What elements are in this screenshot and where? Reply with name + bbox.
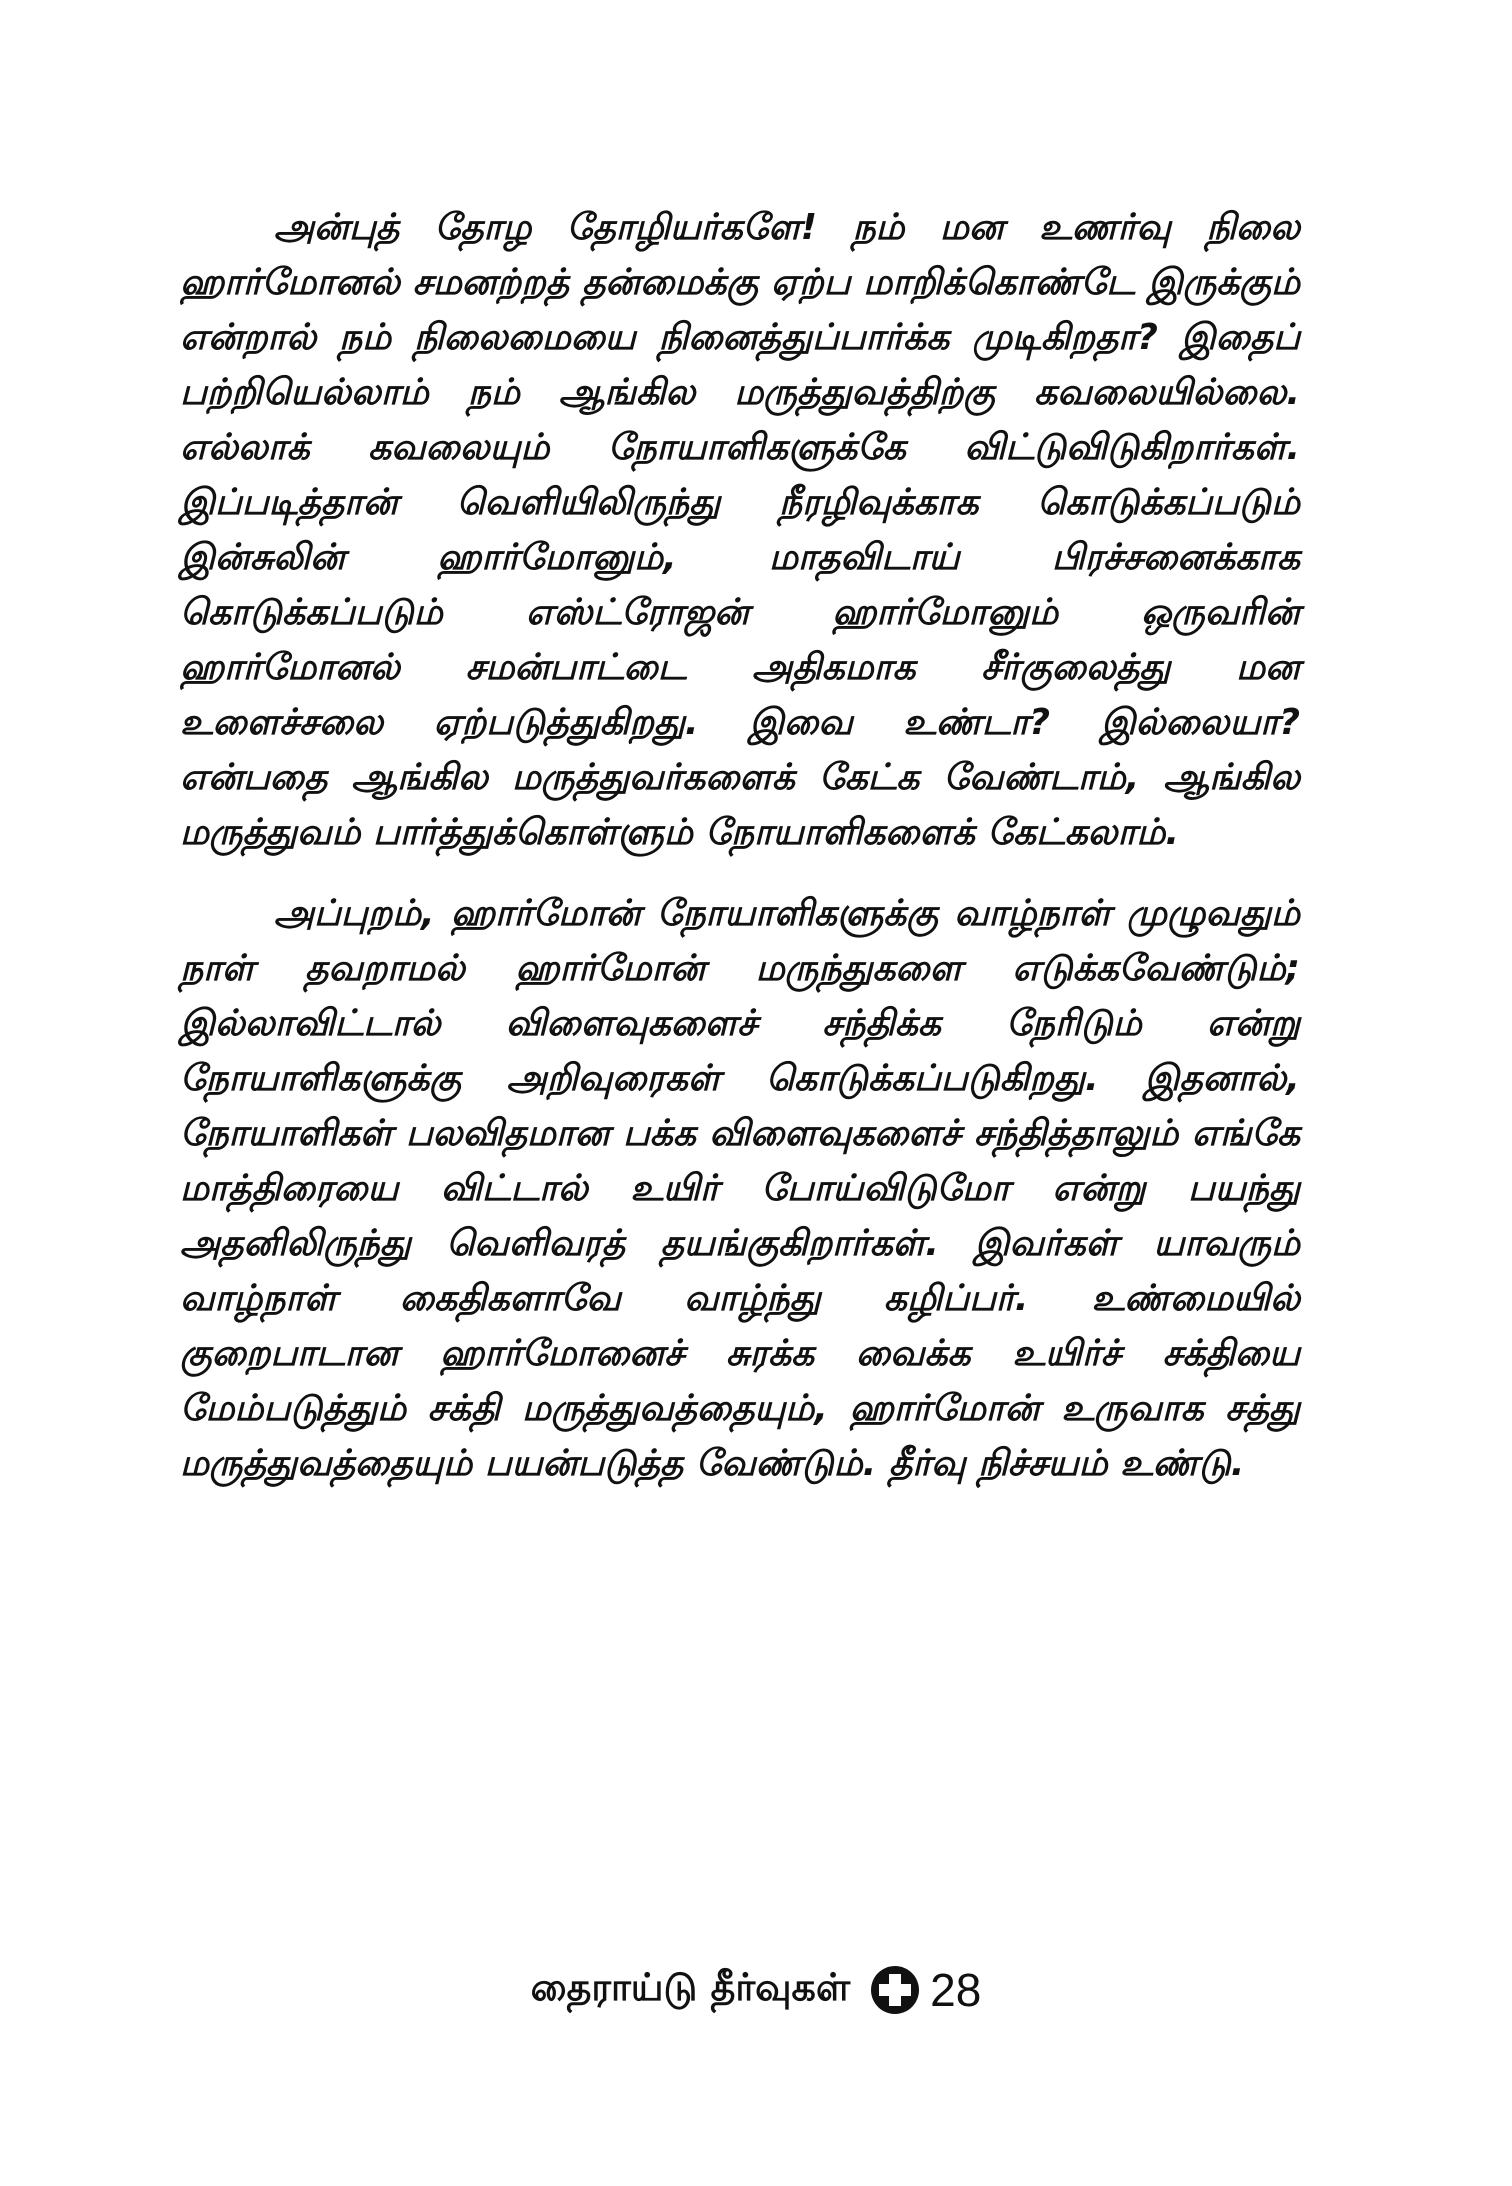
page-number: 28 <box>930 1964 982 2016</box>
paragraph-1: அன்புத் தோழ தோழியர்களே! நம் மன உணர்வு நிலை ஹார்மோனல் சமனற்றத் தன்மைக்கு ஏற்ப மாறிக்கொண்டே இருக்கும் என்றால் நம் நிலைமையை நினைத்துப்பார்க்க முடிகிறதா? இதைப் பற்றியெல்லாம் நம் ஆங்கில மருத்துவத்திற்கு கவலையில்லை. எல்லாக் கவலையும் நோயாளிகளுக்கே விட்டுவிடுகிறார்கள். இப்படித்தான் வெளியிலிருந்து நீரழிவுக்காக கொடுக்கப்படும் இன்சுலின் ஹார்மோனும், மாதவிடாய் பிரச்சனைக்காக கொடுக்கப்படும் எஸ்ட்ரோஜன் ஹார்மோனும் ஒருவரின் ஹார்மோனல் சமன்பாட்டை அதிகமாக சீர்குலைத்து மன உளைச்சலை ஏற்படுத்துகிறது. இவை உண்டா? இல்லையா? என்பதை ஆங்கில மருத்துவர்களைக் கேட்க வேண்டாம், ஆங்கில மருத்துவம் பார்த்துக்கொள்ளும் நோயாளிகளைக் கேட்கலாம். <box>180 207 1300 853</box>
book-title: தைராய்டு தீர்வுகள் <box>530 1965 851 2009</box>
body-text <box>180 200 1300 1491</box>
paragraph-2: அப்புறம், ஹார்மோன் நோயாளிகளுக்கு வாழ்நாள் முழுவதும் நாள் தவறாமல் ஹார்மோன் மருந்துகளை எடுக்கவேண்டும்; இல்லாவிட்டால் விளைவுகளைச் சந்திக்க நேரிடும் என்று நோயாளிகளுக்கு அறிவுரைகள் கொடுக்கப்படுகிறது. இதனால், நோயாளிகள் பலவிதமான பக்க விளைவுகளைச் சந்தித்தாலும் எங்கே மாத்திரையை விட்டால் உயிர் போய்விடுமோ என்று பயந்து அதனிலிருந்து வெளிவரத் தயங்குகிறார்கள். இவர்கள் யாவரும் வாழ்நாள் கைதிகளாவே வாழ்ந்து கழிப்பர். உண்மையில் குறைபாடான ஹார்மோனைச் சுரக்க வைக்க உயிர்ச் சக்தியை மேம்படுத்தும் சக்தி மருத்துவத்தையும், ஹார்மோன் உருவாக சத்து மருத்துவத்தையும் பயன்படுத்த வேண்டும். தீர்வு நிச்சயம் உண்டு. <box>180 893 1300 1484</box>
page-footer <box>0 1955 1512 2025</box>
plus-circle-icon <box>870 1965 920 2015</box>
